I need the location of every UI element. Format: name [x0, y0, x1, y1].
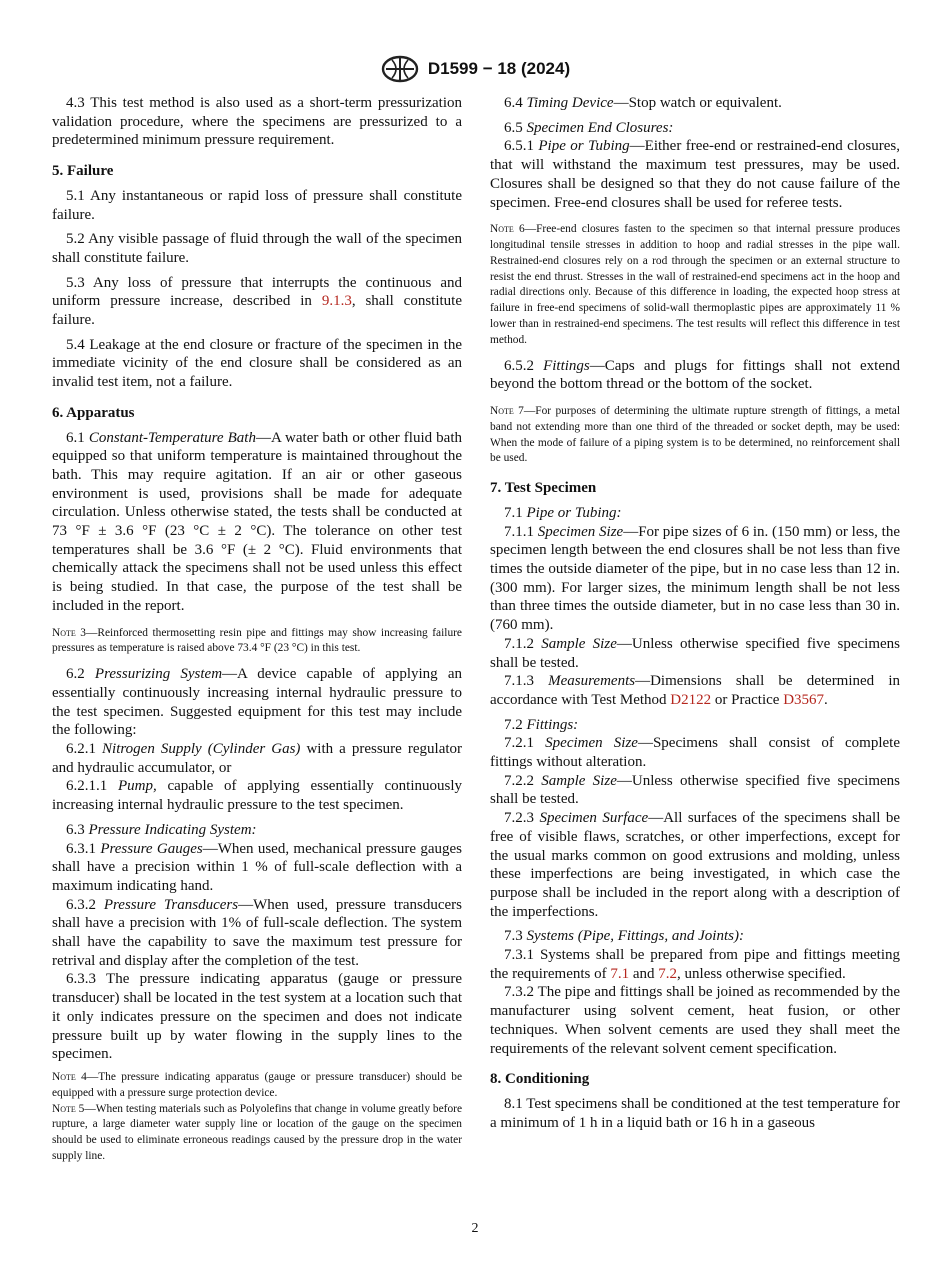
heading-6-apparatus: 6. Apparatus — [52, 404, 135, 421]
astm-logo-icon — [380, 54, 420, 84]
note-6: Note 6—Free-end closures fasten to the specimen so that internal pressure produces longitudinal tensile stresses in addition to hoop and radial stresses in the pipe wall. Restrained-end closures rely on a rod through the specimen or an external structure to resist the end thrust. Stresses in the wall of restrained-end specimens act in the hoop and radial directions only. Because of this difference in loading, the expected hoop stress at failure in free-end specimens of solid-wall thermoplastic pipes are approximately 11 % lower than in restrained-end specimens. The test results will reflect this difference in test method. — [490, 223, 900, 346]
section-6-2: 6.2 Pressurizing System—A device capable of applying an essentially continuously increasing internal hydraulic pressure to the test specimen. Suggested equipment for this test may include the following: — [52, 666, 462, 739]
section-6-3-3: 6.3.3 The pressure indicating apparatus (gauge or pressure transducer) shall be located in the test system at a location such that it only indicates pressure on the specimen and does not indicate pressure built up by water flowing in the supply lines to the specimen. — [52, 971, 462, 1063]
note-3: Note 3—Reinforced thermosetting resin pipe and fittings may show increasing failure pressures as temperature is raised above 73.4 °F (23 °C) in this test. — [52, 626, 462, 655]
heading-8-conditioning: 8. Conditioning — [490, 1071, 590, 1088]
heading-5-failure: 5. Failure — [52, 163, 114, 180]
section-6-2-1-1: 6.2.1.1 Pump, capable of applying essentially continuously increasing internal hydraulic pressure to the test specimen. — [52, 778, 462, 814]
note-4: Note 4—The pressure indicating apparatus (gauge or pressure transducer) should be equipped with a pressure surge protection device. — [52, 1070, 462, 1099]
section-6-3-1: 6.3.1 Pressure Gauges—When used, mechanical pressure gauges shall have a precision within 1 % of full-scale deflection with a maximum indicating hand. — [52, 840, 462, 894]
section-7-1-1: 7.1.1 Specimen Size—For pipe sizes of 6 in. (150 mm) or less, the specimen length between the end closures shall be not less than five times the outside diameter of the pipe, but in no case less than 12 in. (300 mm). For larger sizes, the minimum length shall be not less than three times the outside diameter, but in no case less than 30 in. (760 mm). — [490, 523, 900, 634]
section-6-2-1: 6.2.1 Nitrogen Supply (Cylinder Gas) with a pressure regulator and hydraulic accumulator, or — [52, 740, 463, 776]
left-column — [52, 94, 462, 1165]
section-5-2: 5.2 Any visible passage of fluid through the wall of the specimen shall constitute failure. — [52, 231, 462, 266]
link-7-2[interactable]: 7.2 — [658, 965, 678, 982]
section-7-2: 7.2 Fittings: — [504, 716, 579, 733]
section-6-5-1: 6.5.1 Pipe or Tubing—Either free-end or restrained-end closures, that will withstand the maximum test pressures, may be used. Closures shall be designed so that they do not cause failure of the specimen. Free-end closures shall be used for referee tests. — [490, 138, 901, 211]
section-7-3: 7.3 Systems (Pipe, Fittings, and Joints): — [504, 928, 744, 945]
section-7-1-3: 7.1.3 Measurements—Dimensions shall be determined in accordance with Test Method D2122 or Practice D3567. — [490, 673, 900, 708]
section-6-5-2: 6.5.2 Fittings—Caps and plugs for fittings shall not extend beyond the bottom thread or the bottom of the socket. — [490, 357, 901, 393]
section-7-2-1: 7.2.1 Specimen Size—Specimens shall consist of complete fittings without alteration. — [490, 735, 901, 771]
page-number: 2 — [471, 1221, 479, 1236]
section-7-1-2: 7.1.2 Sample Size—Unless otherwise specified five specimens shall be tested. — [490, 635, 901, 671]
link-7-1[interactable]: 7.1 — [610, 965, 630, 982]
section-6-5: 6.5 Specimen End Closures: — [504, 119, 674, 136]
section-5-4: 5.4 Leakage at the end closure or fracture of the specimen in the immediate vicinity of the end closure shall be considered as an invalid test item, not a failure. — [52, 336, 462, 391]
link-9-1-3[interactable]: 9.1.3 — [321, 293, 352, 310]
section-7-2-2: 7.2.2 Sample Size—Unless otherwise specified five specimens shall be tested. — [490, 772, 901, 808]
section-6-3: 6.3 Pressure Indicating System: — [66, 821, 257, 838]
link-d3567[interactable]: D3567 — [783, 691, 825, 708]
section-4-3: 4.3 This test method is also used as a short-term pressurization validation procedure, where the specimens are pressurized to a predetermined minimum pressure requirement. — [52, 95, 462, 149]
section-7-1: 7.1 Pipe or Tubing: — [504, 504, 622, 521]
note-5: Note 5—When testing materials such as Polyolefins that change in volume greatly before rupture, a large diameter water supply line or location of the gauge on the specimen should be used to eliminate erroneous readings caused by the pressure drop in the water supply line. — [52, 1102, 462, 1162]
section-7-3-2: 7.3.2 The pipe and fittings shall be joined as recommended by the manufacturer using solvent cement, heat fusion, or other techniques. When solvent cements are used they shall meet the requirements of the relevant solvent cement specification. — [490, 984, 900, 1057]
section-6-3-2: 6.3.2 Pressure Transducers—When used, pressure transducers shall have a precision with 1% of full-scale deflection. The system shall have the capability to save the maximum test pressure for retrival and display after the completion of the test. — [52, 896, 462, 969]
link-d2122[interactable]: D2122 — [670, 691, 712, 708]
section-8-1: 8.1 Test specimens shall be conditioned at the test temperature for a minimum of 1 h in a liquid bath or 16 h in a gaseous — [490, 1095, 900, 1131]
section-7-2-3: 7.2.3 Specimen Surface—All surfaces of the specimens shall be free of visible flaws, scratches, or other imperfections, except for the usual marks common on good extrusions and molding, unless these imperfections are being investigated, in which case the purpose shall be included in the report along with a description of the imperfections. — [490, 810, 900, 920]
section-7-3-1: 7.3.1 Systems shall be prepared from pipe and fittings meeting the requirements of 7.1 and 7.2, unless otherwise specified. — [490, 947, 900, 982]
section-6-4: 6.4 Timing Device—Stop watch or equivalent. — [504, 95, 782, 111]
section-5-1: 5.1 Any instantaneous or rapid loss of pressure shall constitute failure. — [52, 187, 462, 223]
section-5-3: 5.3 Any loss of pressure that interrupts the continuous and uniform pressure increase, described in 9.1.3, shall constitute failure. — [52, 274, 463, 329]
document-id: D1599 − 18 (2024) — [427, 59, 571, 78]
section-6-1: 6.1 Constant-Temperature Bath—A water bath or other fluid bath equipped so that uniform temperature is maintained throughout the bath. This may require agitation. If an air or other gaseous environment is used, provisions shall be made for adequate circulation. Unless otherwise stated, the tests shall be conducted at 73 °F ± 3.6 °F (23 °C ± 2 °C). The tolerance on other test temperatures shall be 3.6 °F (± 2 °C). Fluid environments that chemically attack the specimens shall not be used unless this effect is being studied. In that case, the purpose of the test shall be included in the report. — [52, 429, 463, 614]
right-column — [490, 94, 900, 1138]
note-7: Note 7—For purposes of determining the ultimate rupture strength of fittings, a metal band not extending more than one third of the threaded or socket depth, may be used: When the mode of failure of a piping system is to be determined, no reinforcement shall be used. — [490, 405, 900, 465]
heading-7-test-specimen: 7. Test Specimen — [490, 480, 597, 497]
page-header — [0, 56, 950, 82]
